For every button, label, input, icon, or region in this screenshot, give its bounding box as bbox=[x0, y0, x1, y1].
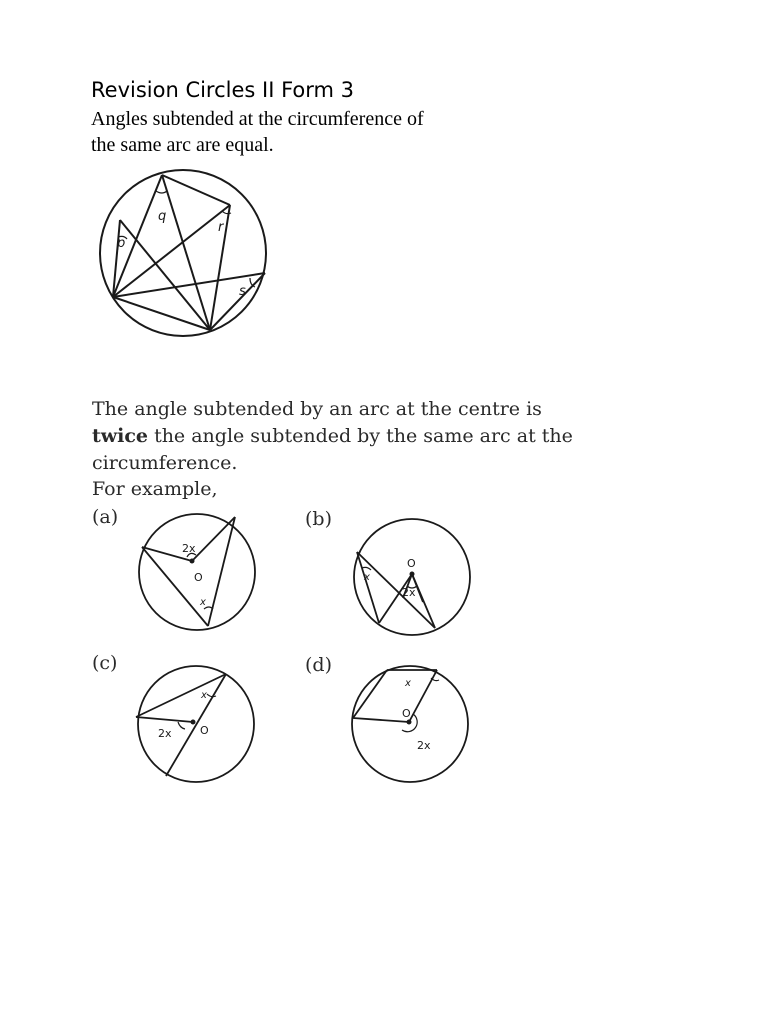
example-b-angle-centre: 2x bbox=[402, 586, 416, 599]
rule1-text-line-2: the same arc are equal. bbox=[91, 134, 274, 156]
example-c-centre-dot bbox=[191, 720, 196, 725]
rule1-text-line-1: Angles subtended at the circumference of bbox=[91, 108, 424, 130]
example-intro: For example, bbox=[92, 478, 218, 500]
example-d-centre-dot bbox=[407, 720, 412, 725]
page-title: Revision Circles II Form 3 bbox=[91, 78, 355, 102]
example-c-diagram bbox=[130, 662, 265, 787]
example-d-diagram bbox=[347, 662, 477, 787]
example-b-diagram bbox=[345, 510, 480, 640]
rule2-text-line-2-rest: the angle subtended by the same arc at the bbox=[154, 425, 573, 447]
rule2-text-line-2 bbox=[92, 425, 573, 447]
example-b-angle-circumference: x bbox=[364, 572, 370, 583]
example-a-label: (a) bbox=[92, 506, 119, 528]
circle-outline bbox=[100, 170, 266, 336]
same-segment-figure bbox=[100, 170, 266, 336]
example-a-diagram bbox=[130, 505, 265, 635]
example-c-angle-centre: 2x bbox=[158, 727, 172, 740]
rule2-text-line-1: The angle subtended by an arc at the centre is bbox=[92, 398, 542, 420]
angle-label-s: s bbox=[239, 284, 246, 299]
example-d-angle-centre: 2x bbox=[417, 739, 431, 752]
angle-label-r: r bbox=[218, 220, 224, 235]
example-d-angle-circumference: x bbox=[405, 678, 411, 689]
example-a-angle-centre: 2x bbox=[182, 542, 196, 555]
example-c-centre-label: O bbox=[200, 724, 209, 737]
same-segment-diagram bbox=[90, 165, 280, 345]
example-a-centre-dot bbox=[190, 559, 195, 564]
rule2-emphasis: twice bbox=[92, 425, 149, 447]
angle-label-q: q bbox=[158, 209, 167, 224]
angle-label-p: p bbox=[117, 236, 126, 251]
example-b-circle bbox=[354, 519, 470, 635]
example-d-label: (d) bbox=[305, 654, 332, 676]
example-c-label: (c) bbox=[92, 652, 118, 674]
example-a-centre-label: O bbox=[194, 571, 203, 584]
rule2-text-line-3: circumference. bbox=[92, 452, 238, 474]
example-b-centre-label: O bbox=[407, 557, 416, 570]
example-d-centre-label: O bbox=[402, 707, 411, 720]
example-b-centre-dot bbox=[410, 572, 415, 577]
example-a-angle-circumference: x bbox=[200, 597, 206, 608]
example-b-label: (b) bbox=[305, 508, 332, 530]
example-c-angle-circumference: x bbox=[201, 690, 207, 701]
